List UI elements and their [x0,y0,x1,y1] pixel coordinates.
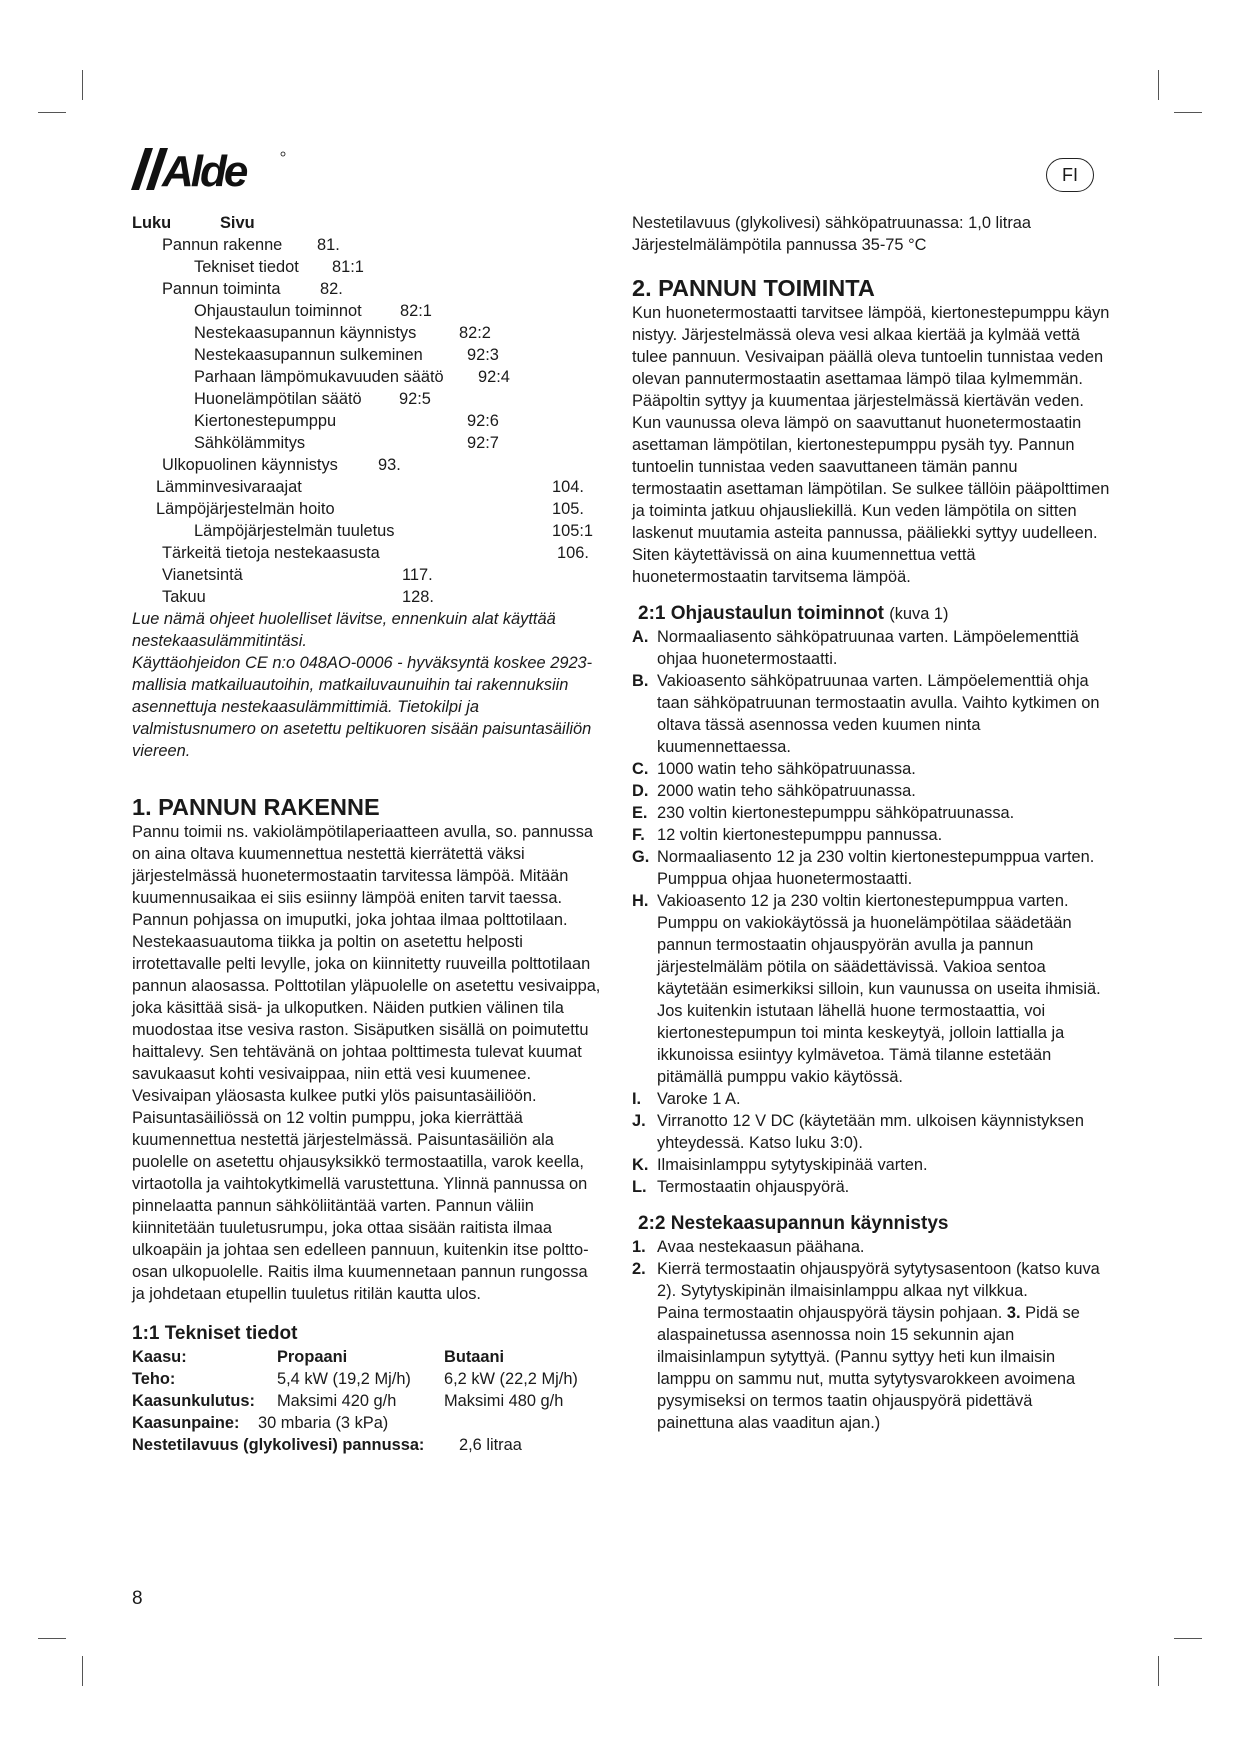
paragraph: Pannu toimii ns. vakiolämpötilaperiaatteen avulla, so. pannussa on aina oltava kuumennettua nestettä kierrätettä väksi järjestelmässä huonetermostaatin tarvitessa lämpöä. Mitään kuumennusaikaa ei siis esiinny lämpöä eniten tarvit taessa. [132,823,594,907]
spec-row-power: Teho: 5,4 kW (19,2 Mj/h) 6,2 kW (22,2 Mj/h) [132,1370,578,1388]
crop-mark [38,112,66,113]
crop-mark [1158,1656,1159,1686]
list-item: A. Normaaliasento sähköpatruunaa varten. Lämpöelementtiä ohjaa huonetermostaatti. [632,628,1079,668]
toc-entry: Ulkopuolinen käynnistys 93. [162,456,401,474]
toc-entry: Takuu 128. [162,588,434,606]
toc-entry: Pannun toiminta 82. [162,280,343,298]
language-badge: FI [1046,158,1094,192]
toc-entry: Vianetsintä 117. [162,566,433,584]
crop-mark [38,1638,66,1639]
toc-entry: Tekniset tiedot 81:1 [194,258,364,276]
section-title-1: 1. PANNUN RAKENNE [132,794,380,820]
left-column [132,212,602,1456]
paragraph: Kun huonetermostaatti tarvitsee lämpöä, kiertonestepumppu käyn nistyy. Järjestelmässä oleva vesi alkaa kiertää ja kylmää vettä tulee pannuun. Vesivaipan päällä oleva tuntoelin tunnistaa veden olevan pannutermostaatin asettamaa lämpö tilaa kylmemmän. Pääpoltin syttyy ja kuumentaa järjestelmässä kiertävän veden. Kun vaunussa oleva lämpö on saavuttanut huonetermostaatin asettaman lämpötilan, kiertonestepumppu pysäh tyy. Pannun tuntoelin tunnistaa veden saavuttaneen tämän pannu termostaatin asettaman lämpötilan. Se sulkee tällöin pääpolttimen ja toiminta jatkuu ohjausliekillä. Kun veden lämpötila on sitten laskenut muutamia asteita pannussa, pääliekki syttyy uudelleen. Siten käytettävissä on aina kuumennettua vettä huonetermostaatin tarvitsema lämpöä. [632,304,1110,586]
startup-steps [632,1236,1112,1434]
list-item: I. Varoke 1 A. [632,1090,741,1108]
control-panel-list [632,626,1112,1198]
spec-table [132,1346,602,1456]
list-item: E. 230 voltin kiertonestepumppu sähköpatruunassa. [632,804,1015,822]
toc-entry: Parhaan lämpömukavuuden säätö 92:4 [194,368,510,386]
toc-entry: Nestekaasupannun käynnistys 82:2 [194,324,491,342]
spec-row-pressure: Kaasunpaine: 30 mbaria (3 kPa) [132,1414,389,1432]
toc-entry: Kiertonestepumppu 92:6 [194,412,499,430]
list-item: 1. Avaa nestekaasun päähana. [632,1238,865,1256]
toc-entry: Lämpöjärjestelmän hoito 105. [156,500,584,518]
crop-mark [82,1656,83,1686]
toc-entry: Lämpöjärjestelmän tuuletus 105:1 [194,522,594,540]
section-title-2: 2. PANNUN TOIMINTA [632,275,875,301]
step-continuation: Paina termostaatin ohjauspyörä täysin pohjaan. 3. Pidä se alaspainetussa asennossa noin 15 sekunnin ajan ilmaisinlampun sytyttyä. (Pannu syttyy heti kun ilmaisin lamppu on sammu nut, mutta sytytysvarokkeen avoimena pysymiseksi on termos taatin ohjauspyörä pidettävä painettuna alas vaaditun ajan.) [657,1304,1080,1432]
toc-entry: Ohjaustaulun toiminnot 82:1 [194,302,432,320]
list-item: H. Vakioasento 12 ja 230 voltin kiertonestepumppua varten. Pumppu on vakiokäytössä ja huonelämpötilaa säädetään pannun termostaatin ohjauspyörän avulla ja pannun järjestelmäläm pötila on säädettävissä. Vakioa sentoa käytetään esimerkiksi silloin, kun vaunussa on useita ihmisiä. Jos kuitenkin istutaan lähellä huone termostaattia, voi kiertonestepumpun toi minta keskeytyä, jolloin lattialla ja ikkunoissa esiintyy kylmävetoa. Tämä tilanne estetään pitämällä pumppu vakio käytössä. [632,892,1101,1086]
list-item: L. Termostaatin ohjauspyörä. [632,1178,850,1196]
section-title-2-1: 2:1 Ohjaustaulun toiminnot (kuva 1) [638,603,949,624]
toc-entry: Sähkölämmitys 92:7 [194,434,499,452]
list-item: F. 12 voltin kiertonestepumppu pannussa. [632,826,943,844]
paragraph: Pannun pohjassa on imuputki, joka johtaa ilmaa polttotilaan. Nestekaasuautoma tiikka ja poltin on asetettu helposti irrotettavalle pelti levylle, joka on kiinnitetty ruuveilla polttotilaan pannun alaosassa. Polttotilan yläpuolelle on asetettu vesivaippa, joka käsittää sisä- ja ulkoputken. Näiden putkien välinen tila muodostaa itse vesiva raston. Sisäputken sisällä on poimutettu haittalevy. Sen tehtävänä on johtaa polttimesta tulevat kuumat savukaasut kohti vesivaippaa, niin että vesi kuumenee. Vesivaipan yläosasta kulkee putki ylös paisuntasäiliöön. Paisuntasäiliössä on 12 voltin pumppu, joka kierrättää kuumennettua nestettä järjestelmässä. Paisuntasäiliön ala puolelle on asetettu ohjausyksikkö termostaatilla, varok keella, virtaotolla ja vaihtokytkimellä varustettuna. Ylinnä pannussa on pinnelaatta pannun sähköliitäntää varten. Pannun väliin kiinnitetään tuuletusrumpu, joka ottaa sisään raitista ilmaa ulkoapäin ja johtaa sen edelleen pannuun, kuitenkin itse poltto-osan ulkopuolelle. Raitis ilma kuumennetaan pannun rungossa ja johdetaan etupellin tuuletus ritilän kautta ulos. [132,911,601,1303]
spec-row-volume: Nestetilavuus (glykolivesi) pannussa: 2,6 litraa [132,1436,522,1454]
section-title-2-2: 2:2 Nestekaasupannun käynnistys [638,1213,949,1234]
toc-entry: Nestekaasupannun sulkeminen 92:3 [194,346,499,364]
svg-text:Alde: Alde [162,148,246,190]
right-column [632,212,1112,1434]
crop-mark [1158,70,1159,100]
list-item: J. Virranotto 12 V DC (käytetään mm. ulkoisen käynnistyksen yhteydessä. Katso luku 3:0). [632,1112,1084,1152]
toc-entry: Tärkeitä tietoja nestekaasusta 106. [162,544,589,562]
table-of-contents [132,234,602,608]
alde-logo [131,148,291,190]
crop-mark [1174,1638,1202,1639]
spec-header-row: Kaasu: Propaani Butaani [132,1348,505,1366]
toc-header: Luku Sivu [132,214,255,232]
list-item: C. 1000 watin teho sähköpatruunassa. [632,760,916,778]
crop-mark [82,70,83,100]
system-temp-text: Järjestelmälämpötila pannussa 35-75 °C [632,236,927,254]
electric-volume-text: Nestetilavuus (glykolivesi) sähköpatruunassa: 1,0 litraa [632,214,1032,232]
list-item: B. Vakioasento sähköpatruunaa varten. Lämpöelementtiä ohja taan sähköpatruunan termostaatin avulla. Vaihto kytkimen on oltava tässä asennossa veden kuumen ninta kuumennettaessa. [632,672,1100,756]
approval-note: Käyttäohjeidon CE n:o 048AO-0006 - hyväksyntä koskee 2923-mallisia matkailuautoihin, matkailuvaunuihin tai rakennuksiin asennettuja nestekaasulämmittimiä. Tietokilpi ja valmistusnumero on asetettu peltikuoren sisään paisuntasäiliön viereen. [132,654,593,760]
spec-row-consumption: Kaasunkulutus: Maksimi 420 g/h Maksimi 480 g/h [132,1392,564,1410]
crop-mark [1174,112,1202,113]
toc-entry: Lämminvesivaraajat 104. [156,478,584,496]
page-number: 8 [132,1588,143,1609]
toc-entry: Pannun rakenne 81. [162,236,340,254]
toc-entry: Huonelämpötilan säätö 92:5 [194,390,431,408]
section-title-1-1: 1:1 Tekniset tiedot [132,1323,298,1344]
list-item: G. Normaaliasento 12 ja 230 voltin kiertonestepumppua varten. Pumppua ohjaa huonetermostaatti. [632,848,1095,888]
list-item: 2. Kierrä termostaatin ohjauspyörä sytytysasentoon (katso kuva 2). Sytytyskipinän ilmaisinlamppu alkaa nyt vilkkua. [632,1260,1100,1300]
list-item: D. 2000 watin teho sähköpatruunassa. [632,782,916,800]
list-item: K. Ilmaisinlamppu sytytyskipinää varten. [632,1156,928,1174]
read-instructions-note: Lue nämä ohjeet huolelliset lävitse, ennenkuin alat käyttää nestekaasulämmitintäsi. [132,610,556,650]
